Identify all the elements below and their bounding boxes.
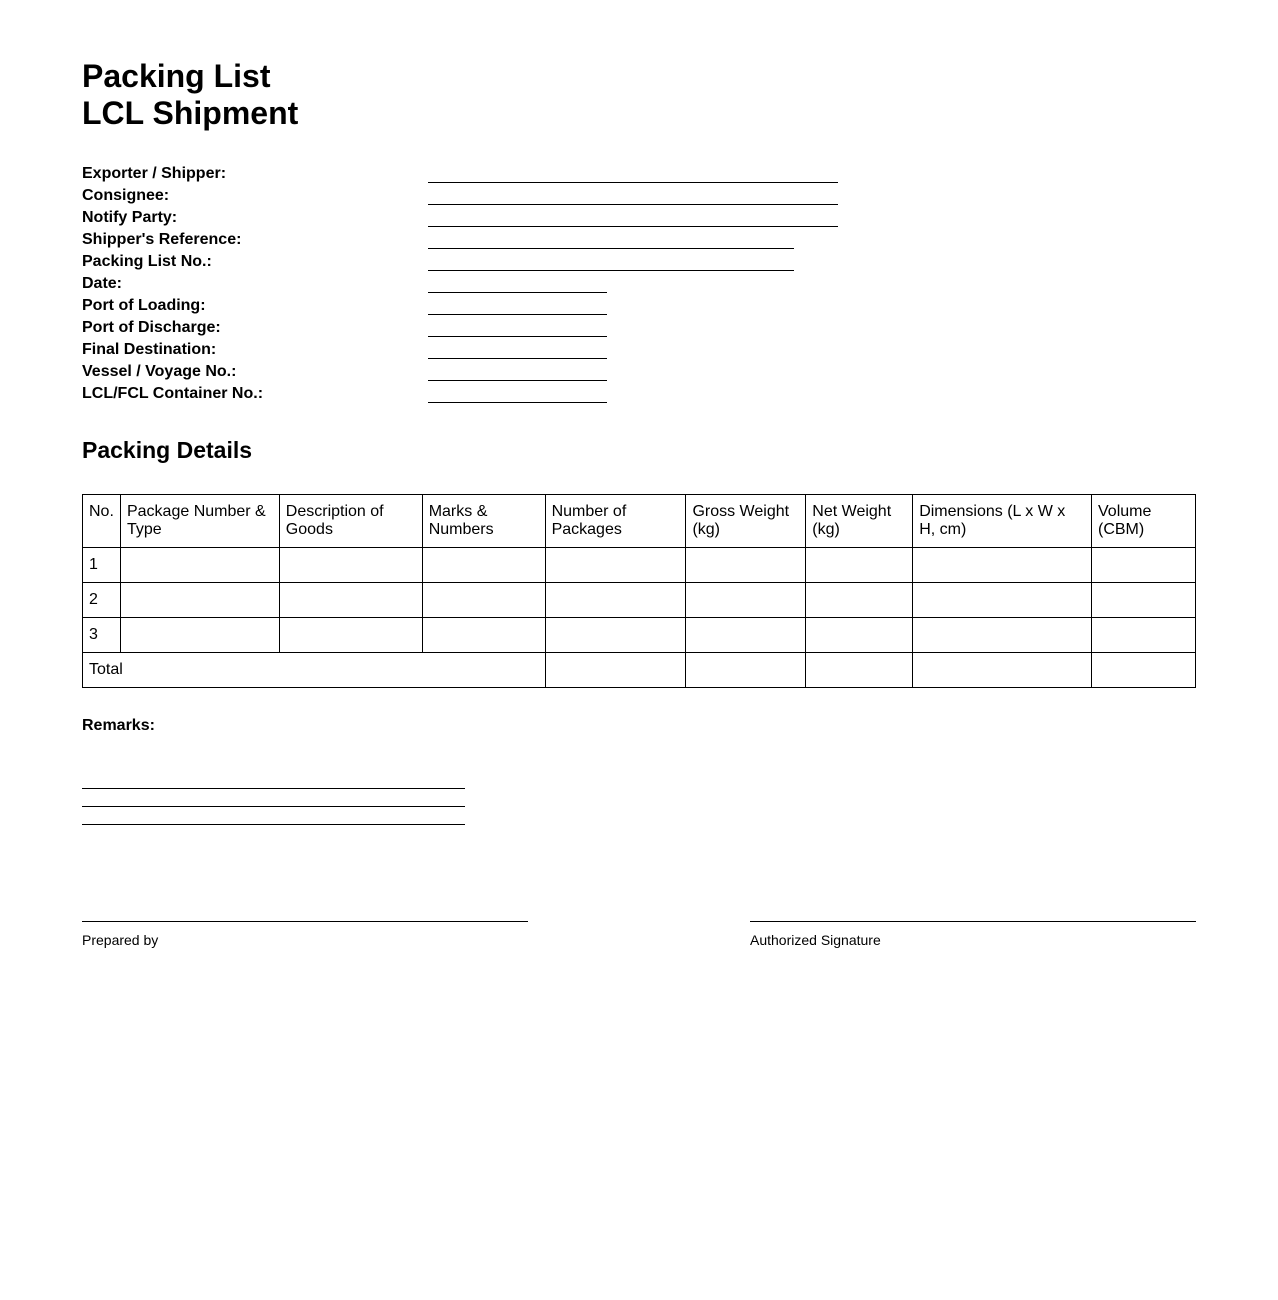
table-cell[interactable]: [545, 583, 686, 618]
column-header-number-of-packages: Number of Packages: [545, 495, 686, 548]
table-cell[interactable]: [279, 583, 422, 618]
column-header-description: Description of Goods: [279, 495, 422, 548]
table-cell[interactable]: [120, 548, 279, 583]
field-label: Exporter / Shipper:: [82, 165, 227, 182]
table-cell[interactable]: [545, 548, 686, 583]
field-blank-line[interactable]: [428, 358, 607, 359]
field-blank-line[interactable]: [428, 336, 607, 337]
field-final-destination: [82, 339, 882, 361]
table-cell[interactable]: [279, 618, 422, 653]
field-consignee: [82, 185, 882, 207]
remarks-line[interactable]: [82, 824, 465, 825]
remarks-label: Remarks:: [82, 717, 155, 734]
packing-details-table: [82, 494, 1196, 688]
field-blank-line[interactable]: [428, 248, 794, 249]
table-cell[interactable]: [120, 618, 279, 653]
remarks-line[interactable]: [82, 788, 465, 789]
field-blank-line[interactable]: [428, 204, 838, 205]
total-gross-weight-cell[interactable]: [686, 653, 806, 688]
field-label: Consignee:: [82, 187, 170, 204]
table-row: [83, 618, 1196, 653]
table-cell[interactable]: [1092, 548, 1196, 583]
total-row: [83, 653, 1196, 688]
field-label: Notify Party:: [82, 209, 178, 226]
packing-details-title: Packing Details: [82, 437, 253, 463]
total-dimensions-cell[interactable]: [913, 653, 1092, 688]
field-blank-line[interactable]: [428, 182, 838, 183]
remarks-line[interactable]: [82, 806, 465, 807]
table-cell[interactable]: [279, 548, 422, 583]
table-cell[interactable]: [545, 618, 686, 653]
table-cell[interactable]: [1092, 618, 1196, 653]
field-blank-line[interactable]: [428, 314, 607, 315]
table-cell[interactable]: [806, 548, 913, 583]
field-label: Shipper's Reference:: [82, 231, 242, 248]
row-number-cell: 1: [83, 548, 121, 583]
table-cell[interactable]: [686, 618, 806, 653]
field-label: Port of Loading:: [82, 297, 206, 314]
field-label: LCL/FCL Container No.:: [82, 385, 264, 402]
column-header-dimensions: Dimensions (L x W x H, cm): [913, 495, 1092, 548]
authorized-signature: [750, 921, 1196, 948]
title-line-1: Packing List: [82, 58, 271, 94]
field-port-of-discharge: [82, 317, 882, 339]
field-blank-line[interactable]: [428, 270, 794, 271]
column-header-package-number-type: Package Number & Type: [120, 495, 279, 548]
total-label-cell: Total: [83, 653, 546, 688]
table-cell[interactable]: [686, 548, 806, 583]
table-row: [83, 583, 1196, 618]
field-blank-line[interactable]: [428, 380, 607, 381]
field-blank-line[interactable]: [428, 226, 838, 227]
table-cell[interactable]: [806, 618, 913, 653]
table-cell[interactable]: [913, 548, 1092, 583]
table-cell[interactable]: [422, 618, 545, 653]
table-cell[interactable]: [120, 583, 279, 618]
authorized-signature-label: Authorized Signature: [750, 932, 881, 948]
column-header-no: No.: [83, 495, 121, 548]
field-label: Date:: [82, 275, 123, 292]
table-cell[interactable]: [422, 548, 545, 583]
field-vessel-voyage-no: [82, 361, 882, 383]
prepared-by-label: Prepared by: [82, 932, 159, 948]
document-title: [82, 58, 298, 132]
table-cell[interactable]: [913, 618, 1092, 653]
total-packages-cell[interactable]: [545, 653, 686, 688]
column-header-net-weight: Net Weight (kg): [806, 495, 913, 548]
prepared-by-signature: [82, 921, 528, 948]
row-number-cell: 3: [83, 618, 121, 653]
field-label: Final Destination:: [82, 341, 217, 358]
field-label: Packing List No.:: [82, 253, 212, 270]
column-header-marks-numbers: Marks & Numbers: [422, 495, 545, 548]
field-container-no: [82, 383, 882, 405]
field-label: Vessel / Voyage No.:: [82, 363, 237, 380]
column-header-gross-weight: Gross Weight (kg): [686, 495, 806, 548]
column-header-volume: Volume (CBM): [1092, 495, 1196, 548]
row-number-cell: 2: [83, 583, 121, 618]
table-row: [83, 548, 1196, 583]
table-cell[interactable]: [1092, 583, 1196, 618]
table-header-row: [83, 495, 1196, 548]
field-shippers-reference: [82, 229, 882, 251]
field-exporter-shipper: [82, 163, 882, 185]
shipment-fields: [82, 163, 882, 405]
table-cell[interactable]: [806, 583, 913, 618]
field-blank-line[interactable]: [428, 402, 607, 403]
table-cell[interactable]: [686, 583, 806, 618]
title-line-2: LCL Shipment: [82, 95, 299, 131]
total-volume-cell[interactable]: [1092, 653, 1196, 688]
signature-line[interactable]: [82, 921, 528, 922]
signature-line[interactable]: [750, 921, 1196, 922]
field-packing-list-no: [82, 251, 882, 273]
table-cell[interactable]: [422, 583, 545, 618]
field-notify-party: [82, 207, 882, 229]
field-date: [82, 273, 882, 295]
total-net-weight-cell[interactable]: [806, 653, 913, 688]
table-cell[interactable]: [913, 583, 1092, 618]
field-blank-line[interactable]: [428, 292, 607, 293]
field-port-of-loading: [82, 295, 882, 317]
field-label: Port of Discharge:: [82, 319, 221, 336]
